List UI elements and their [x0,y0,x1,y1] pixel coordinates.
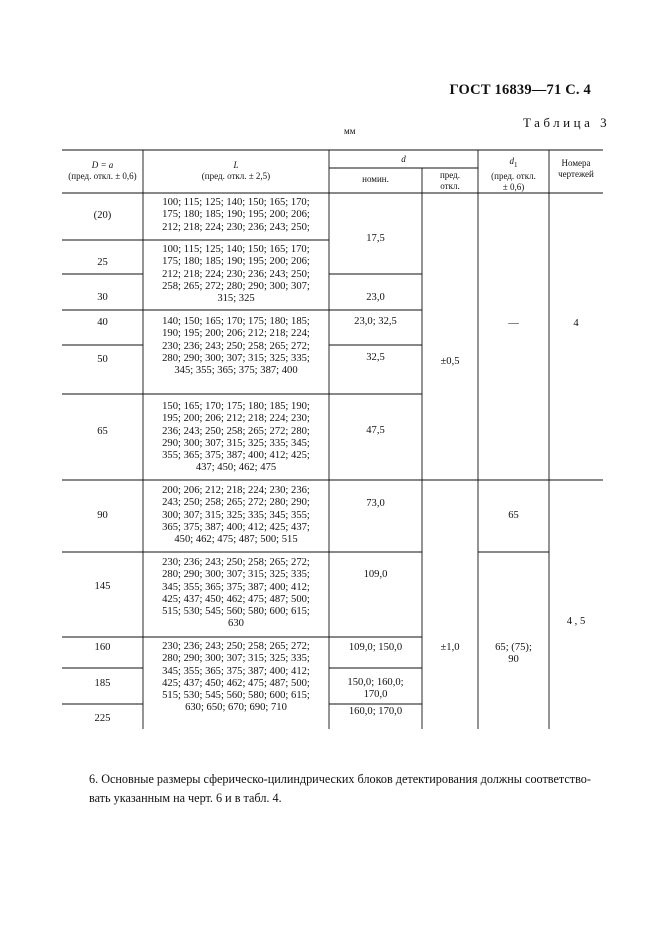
l-line: 200; 206; 212; 218; 224; 230; 236; [162,485,310,496]
l-line: 212; 218; 224; 230; 236; 243; 250; [162,221,310,233]
header-tolerance-line1: пред. [439,170,461,180]
l-line: 175; 180; 185; 190; 195; 200; 206; [162,256,310,268]
l-cell-group-4 [143,401,329,475]
d-cell: 185 [94,678,111,689]
l-line: 140; 150; 165; 170; 175; 180; 185; [162,316,310,327]
header-d-group: d [401,154,406,164]
d1-cell: — [508,318,519,329]
body-paragraph: 6. Основные размеры сферическо-цилиндрических блоков детектирования должны соответство-вать указанным на черт. 6 и в табл. 4. [89,772,591,805]
d-nominal-cell: 23,0; 32,5 [354,316,397,327]
header-d-col [62,160,143,182]
d-nominal-cell: 23,0 [366,292,385,303]
l-line: 450; 462; 475; 487; 500; 515 [174,534,298,546]
l-line: 100; 115; 125; 140; 150; 165; 170; [162,244,310,255]
l-line: 150; 165; 170; 175; 180; 185; 190; [162,401,310,412]
l-line: 236; 243; 250; 258; 265; 272; 280; [162,425,310,437]
header-l-symbol: L [233,160,239,170]
l-cell-group-2 [143,244,329,305]
l-line: 425; 437; 450; 462; 475; 487; 500; [162,677,310,689]
l-line: 425; 437; 450; 462; 475; 487; 500; [162,593,310,605]
l-line: 243; 250; 258; 265; 272; 280; 290; [162,497,310,509]
header-d1-tol-line2: ± 0,6) [502,181,525,192]
table-title: Таблица 3 [523,115,611,130]
d-nominal-cell: 47,5 [366,425,385,436]
l-line: 345; 355; 365; 375; 387; 400 [174,365,298,377]
l-line: 315; 325 [217,293,255,305]
l-cell-group-6 [143,557,329,631]
l-line: 212; 218; 224; 230; 236; 243; 250; [162,268,310,280]
d-cell: 160 [94,642,111,653]
l-line: 355; 365; 375; 387; 400; 412; 425; [162,450,310,462]
l-line: 515; 530; 545; 560; 580; 600; 615; [162,606,310,618]
header-d1-subscript: 1 [514,160,518,169]
l-line: 190; 195; 200; 206; 212; 218; 224; [162,328,310,340]
d1-cell: 65 [508,510,519,521]
d-cell: 40 [97,317,108,328]
header-d-tolerance: (пред. откл. ± 0,6) [68,171,137,181]
d-nominal-cell: 17,5 [366,233,385,244]
l-line: 300; 307; 315; 325; 335; 345; 355; [162,509,310,521]
header-drawings [549,158,603,180]
l-line: 630; 650; 670; 690; 710 [185,702,287,714]
l-line: 630 [228,618,244,630]
d-cell: 225 [94,713,111,724]
d-tolerance-cell: ±1,0 [440,642,460,653]
drawing-cell: 4 [573,318,579,329]
d-cell: 65 [97,426,108,437]
l-line: 195; 200; 206; 212; 218; 224; 230; [162,413,310,425]
d-cell: 25 [97,257,108,268]
l-line: 365; 375; 387; 400; 412; 425; 437; [162,521,310,533]
d-nominal-cell: 109,0 [363,569,388,580]
header-drawings-line2: чертежей [558,169,594,179]
d-cell: 145 [94,581,111,592]
l-line: 258; 265; 272; 280; 290; 300; 307; [162,280,310,292]
l-line: 280; 290; 300; 307; 315; 325; 335; [162,352,310,364]
l-line: 345; 355; 365; 375; 387; 400; 412; [162,665,310,677]
header-drawings-line1: Номера [561,158,591,168]
drawing-cell: 4 , 5 [566,616,586,627]
page-header: ГОСТ 16839—71 С. 4 [449,82,591,98]
header-tolerance [422,170,478,192]
d-cell: 30 [97,292,108,303]
l-line: 290; 300; 307; 315; 325; 335; 345; [162,437,310,449]
l-line: 230; 236; 243; 250; 258; 265; 272; [162,340,310,352]
l-line: 230; 236; 243; 250; 258; 265; 272; [162,557,310,568]
l-line: 100; 115; 125; 140; 150; 165; 170; [162,197,310,208]
d-nominal-cell: 73,0 [366,498,385,509]
l-line: 230; 236; 243; 250; 258; 265; 272; [162,641,310,652]
header-d1-symbol: d [509,156,514,166]
l-line: 437; 450; 462; 475 [195,462,277,474]
header-d-symbol: D = a [91,160,114,170]
header-d1-tol-line1: (пред. откл. [491,170,536,181]
d-tolerance-cell: ±0,5 [440,356,460,367]
header-l-col [143,160,329,182]
d-cell: 90 [97,510,108,521]
d1-cell [478,642,549,667]
d-nominal-cell: 109,0; 150,0 [348,642,403,653]
l-cell-group-3 [143,316,329,377]
l-line: 280; 290; 300; 307; 315; 325; 335; [162,653,310,665]
l-cell-group-5 [143,485,329,546]
l-line: 280; 290; 300; 307; 315; 325; 335; [162,569,310,581]
d-nominal-line: 170,0 [363,689,388,701]
d1-line: 90 [508,654,519,666]
l-line: 345; 355; 365; 375; 387; 400; 412; [162,581,310,593]
header-d1 [478,156,549,193]
d-cell: 50 [97,354,108,365]
l-line: 515; 530; 545; 560; 580; 600; 615; [162,690,310,702]
l-line: 175; 180; 185; 190; 195; 200; 206; [162,209,310,221]
d1-line: 65; (75); [495,642,532,653]
d-nominal-cell [329,677,422,702]
d-nominal-cell: 160,0; 170,0 [348,706,403,717]
header-tolerance-line2: откл. [440,181,460,191]
d-cell: (20) [93,210,112,221]
unit-label: мм [344,126,356,136]
l-cell-group-7 [143,641,329,715]
header-l-tolerance: (пред. откл. ± 2,5) [201,171,271,181]
d-nominal-cell: 32,5 [366,352,385,363]
l-cell-group-1 [143,197,329,234]
d-nominal-line: 150,0; 160,0; [347,677,404,688]
header-nominal: номин. [362,174,389,184]
